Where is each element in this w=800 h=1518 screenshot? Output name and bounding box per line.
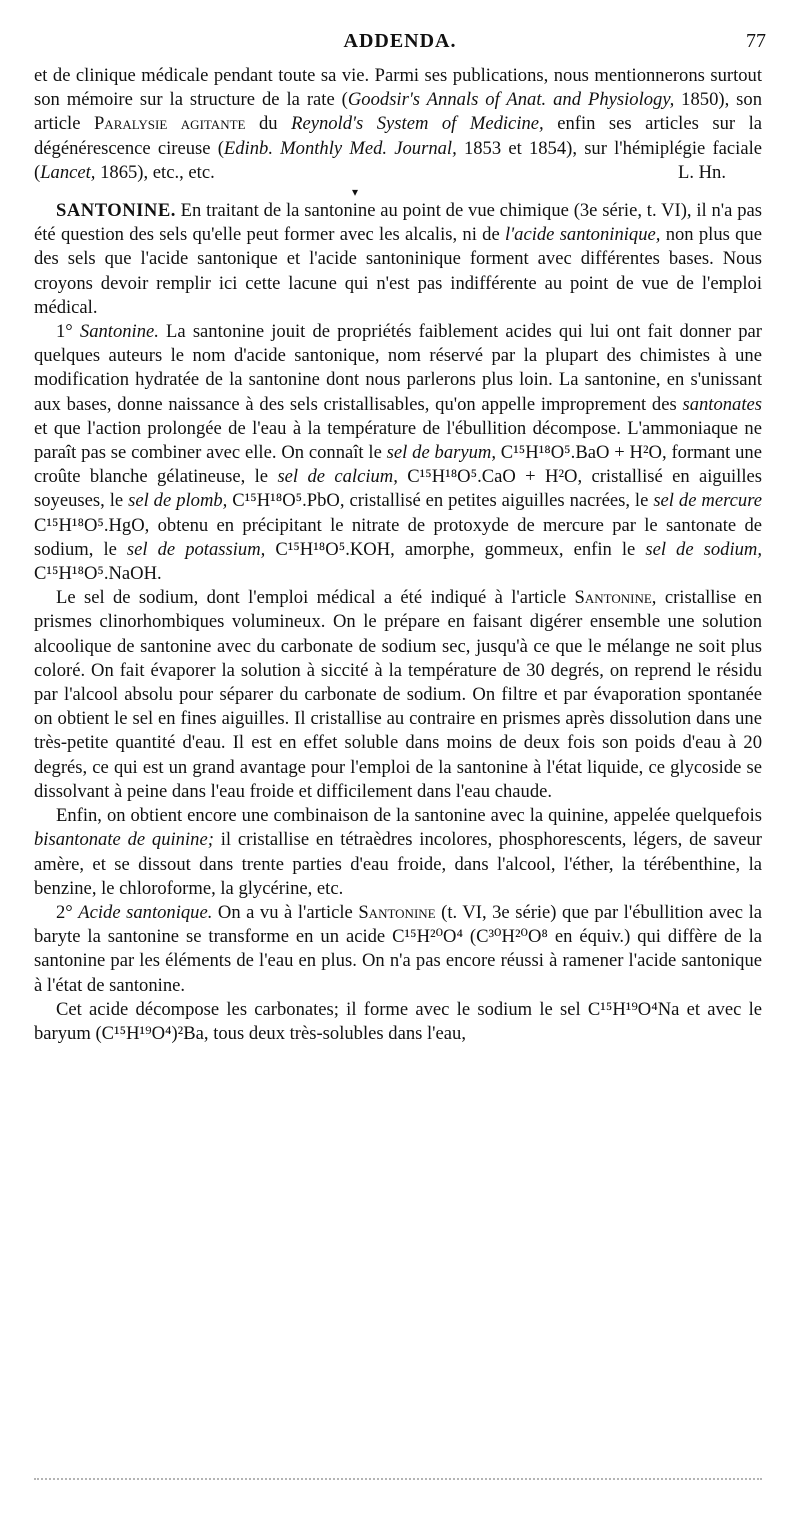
italic-run: Goodsir's Annals of Anat. and Physiology, [347, 89, 675, 111]
text-run: C¹⁵H¹⁸O⁵.HgO, obtenu en précipitant le nitrate de protoxyde de mercure par le santonate de sodium, le [34, 514, 762, 560]
quinine-paragraph [34, 804, 762, 901]
sodium-paragraph [34, 586, 762, 804]
text-run: C¹⁵H¹⁸O⁵.PbO, cristallisé en petites aiguilles nacrées, le [227, 490, 654, 512]
text-run: C¹⁵H¹⁸O⁵.BaO + H²O, formant une croûte blanche gélatineuse, le [34, 442, 762, 488]
text-run: Le sel de sodium, dont l'emploi médical a été indiqué à l'article [56, 587, 575, 609]
text-run: Cet acide décompose les carbonates; il forme avec le sodium le sel C¹⁵H¹⁹O⁴Na et avec le baryum (C¹⁵H¹⁹O⁴)²Ba, tous deux très-solubles dans l'eau, [34, 998, 762, 1044]
text-run: enfin ses articles sur la dégénérescence cireuse ( [34, 113, 763, 159]
running-head [34, 30, 766, 56]
text-run: Enfin, on obtient encore une combinaison de la santonine avec la quinine, appelée quelquefois [56, 805, 762, 827]
italic-run: l'acide santoninique, [505, 224, 661, 246]
page-number: 77 [746, 30, 766, 52]
text-run: et que l'action prolongée de l'eau à la température de l'ébullition décompose. L'ammoniaque ne paraît pas se combiner avec elle. On connaît le [34, 417, 762, 464]
intro-paragraph [34, 64, 762, 185]
italic-run: sel de mercure [653, 490, 762, 512]
divider-glyph: ▾ [352, 185, 359, 200]
section-label: 1° [56, 321, 80, 343]
carbonates-paragraph [34, 998, 762, 1046]
text-run: La santonine jouit de propriétés faiblement acides qui lui ont fait donner par quelques auteurs le nom d'acide santonique, nom réservé par la plupart des chimistes à une modification hydratée de la santonine dont nous parlerons plus loin. La santonine, en s'unissant aux bases, donne naissance à des sels cristallisables, qu'on appelle improprement des [34, 321, 762, 415]
text-run: non plus que des sels que l'acide santonique et l'acide santoninique forment avec différentes bases. Nous croyons devoir remplir ici cette lacune qui n'est pas indifférente au point de vue de l'emploi médical. [34, 224, 762, 318]
text-run: 1853 et 1854), sur l'hémiplégie faciale ( [34, 137, 762, 183]
santonine-paragraph [34, 199, 762, 320]
bottom-rule [34, 1478, 762, 1482]
body-text [34, 64, 762, 1046]
text-run: C¹⁵H¹⁸O⁵.KOH, amorphe, gommeux, enfin le [265, 538, 646, 560]
text-run: 1865), etc., etc. [95, 161, 215, 183]
italic-run: Reynold's System of Medicine, [291, 113, 544, 135]
smallcaps-run: Santonine, [574, 587, 657, 609]
author-signature: L. Hn. [677, 161, 726, 183]
running-title: ADDENDA. [343, 30, 457, 52]
italic-run: sel de calcium, [277, 466, 398, 488]
section1-paragraph [34, 320, 762, 586]
italic-run: Edinb. Monthly Med. Journal, [223, 137, 457, 159]
entry-heading: SANTONINE. [56, 200, 176, 222]
text-run: cristallise en prismes clinorhombiques volumineux. On le prépare en faisant digérer ensemble une solution alcoolique de santonine avec du carbonate de sodium sec, jusqu'à ce que le mélange ne soit plus coloré. On fait évaporer la solution à siccité à la température de 30 degrés, on reprend le résidu par l'alcool absolu pour séparer du carbonate de sodium. On filtre et par évaporation spontanée on obtient le sel en fines aiguilles. Il cristallise au contraire en prismes après dissolution dans une très-petite quantité d'eau. Il est en effet soluble dans moins de deux fois son poids d'eau à 20 degrés, ce qui est un grand avantage pour l'emploi de la santonine à l'état liquide, ce glycoside se dissolvant à peine dans l'eau froide et difficilement dans l'eau chaude. [34, 587, 762, 802]
italic-run: sel de sodium, [645, 538, 763, 560]
text-run: On a vu à l'article [212, 901, 359, 923]
italic-run: bisantonate de quinine; [34, 829, 214, 851]
italic-run: sel de plomb, [128, 490, 228, 512]
italic-run: santonates [682, 393, 762, 415]
text-run: 1850), son article [34, 89, 763, 135]
italic-run: Lancet, [40, 161, 96, 183]
text-run: du [245, 113, 292, 135]
smallcaps-run: Santonine [358, 901, 436, 923]
italic-run: sel de baryum, [386, 442, 496, 464]
section-label: 2° [56, 901, 79, 923]
section2-paragraph [34, 901, 762, 998]
text-run: (t. VI, 3e série) que par l'ébullition avec la baryte la santonine se transforme en un acide C¹⁵H²⁰O⁴ (C³⁰H²⁰O⁸ en équiv.) qui diffère de la santonine par les éléments de l'eau en plus. On n'a pas encore réussi à ramener l'acide santonique à l'état de santonine. [34, 901, 762, 996]
text-run: C¹⁵H¹⁸O⁵.CaO + H²O, cristallisé en aiguilles soyeuses, le [34, 466, 762, 512]
text-run: En traitant de la santonine au point de vue chimique (3e série, t. VI), il n'a pas été question des sels qu'elle peut former avec les alcalis, ni de [34, 200, 762, 246]
text-run: et de clinique médicale pendant toute sa vie. Parmi ses publications, nous mentionnerons surtout son mémoire sur la structure de la rate ( [34, 65, 762, 111]
text-run: il cristallise en tétraèdres incolores, phosphorescents, légers, de saveur amère, et se dissout dans trente parties d'eau froide, dans l'alcool, l'éther, la térébenthine, la benzine, le chloroforme, la glycérine, etc. [34, 829, 762, 899]
text-run: C¹⁵H¹⁸O⁵.NaOH. [34, 563, 162, 585]
smallcaps-run: Paralysie agitante [93, 113, 246, 135]
section-divider [34, 185, 762, 199]
section-title: Santonine. [79, 321, 159, 343]
section-title: Acide santonique. [78, 901, 213, 923]
italic-run: sel de potassium, [126, 538, 266, 560]
